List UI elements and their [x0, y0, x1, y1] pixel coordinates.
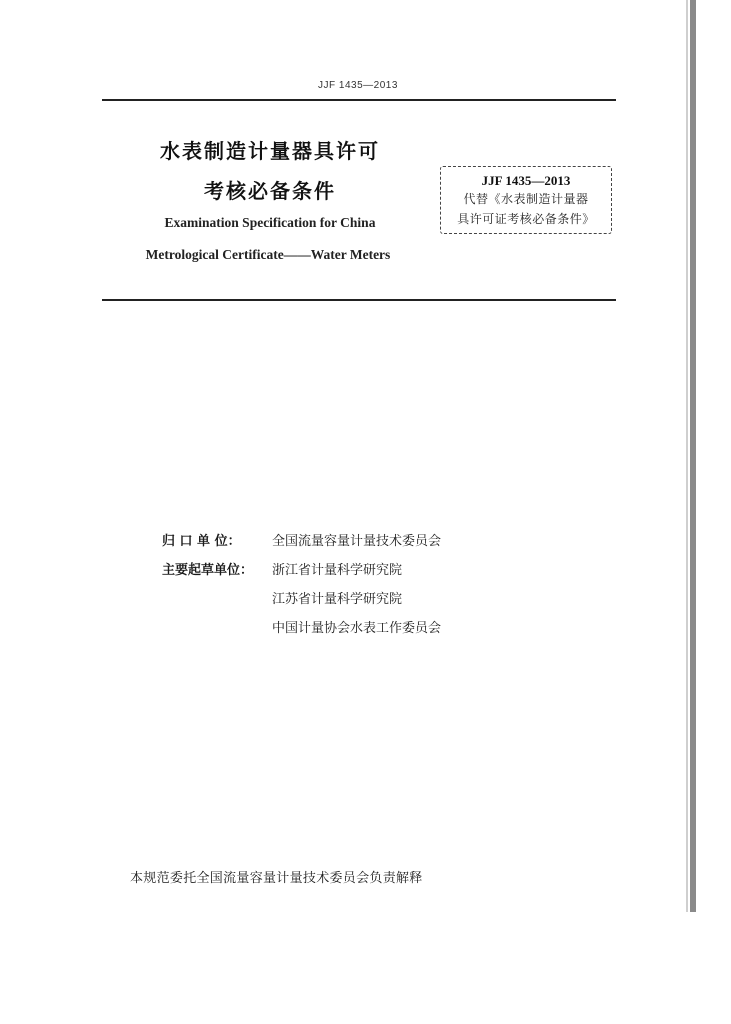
- org-value: 全国流量容量计量技术委员会: [272, 534, 442, 549]
- title-english-line-1: Examination Specification for China: [164, 215, 376, 230]
- supersedes-line-2: 具许可证考核必备条件》: [457, 212, 595, 226]
- org-label: 主要起草单位：: [162, 563, 254, 578]
- org-value: 江苏省计量科学研究院: [272, 592, 403, 607]
- org-value: 中国计量协会水表工作委员会: [272, 621, 442, 636]
- supersedes-box: [440, 166, 612, 234]
- bottom-rule: [102, 299, 616, 301]
- document-code-header: [0, 80, 731, 91]
- scan-edge-light: [686, 0, 688, 912]
- org-value: 浙江省计量科学研究院: [272, 563, 403, 578]
- title-chinese-line-2: 考核必备条件: [204, 179, 336, 203]
- supersedes-code: JJF 1435—2013: [481, 173, 571, 188]
- interpretation-note: 本规范委托全国流量容量计量技术委员会负责解释: [130, 871, 423, 886]
- title-chinese-line-1: 水表制造计量器具许可: [160, 139, 380, 163]
- org-label: 归 口 单 位：: [162, 534, 241, 549]
- title-english-line-2: Metrological Certificate——Water Meters: [145, 247, 391, 262]
- document-code: JJF 1435—2013: [318, 80, 398, 91]
- scan-edge-shadow: [690, 0, 696, 912]
- supersedes-line-1: 代替《水表制造计量器: [463, 192, 589, 206]
- top-rule: [102, 99, 616, 101]
